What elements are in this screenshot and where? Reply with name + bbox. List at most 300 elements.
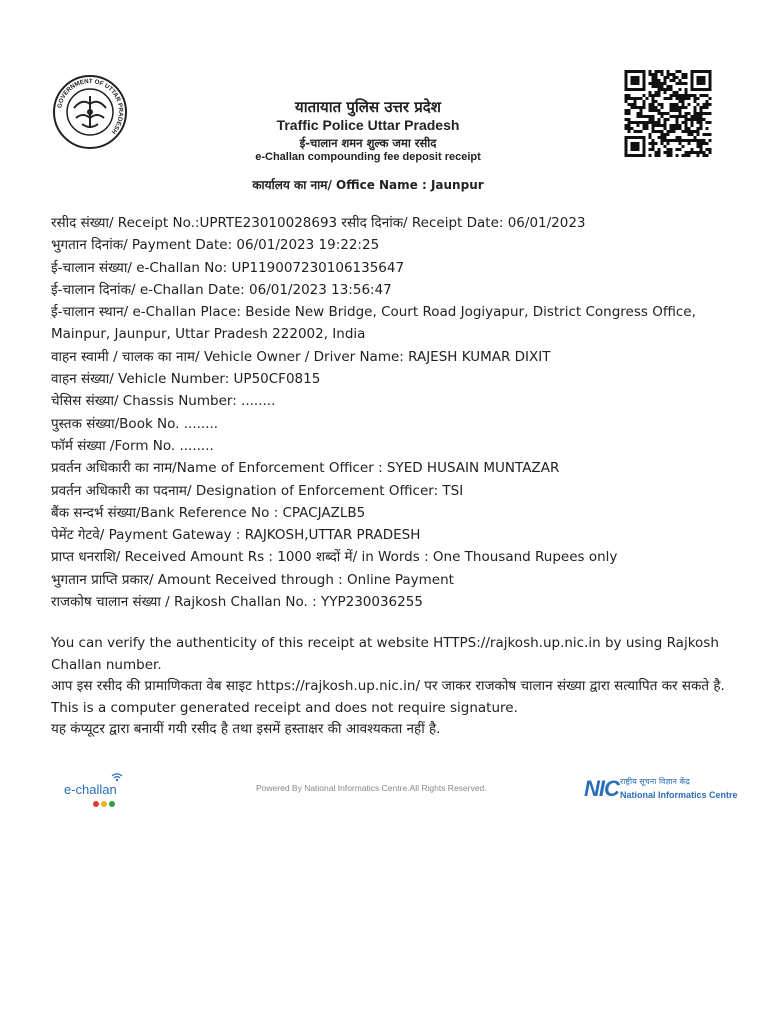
- qr-module: [655, 79, 658, 82]
- qr-module: [679, 148, 682, 151]
- qr-module: [652, 124, 655, 127]
- qr-module: [664, 79, 667, 82]
- qr-module: [682, 97, 685, 100]
- qr-module: [688, 118, 691, 121]
- qr-module: [658, 151, 661, 154]
- qr-module: [640, 97, 643, 100]
- qr-module: [670, 106, 673, 109]
- qr-module: [652, 142, 655, 145]
- qr-module: [658, 109, 661, 112]
- qr-module: [682, 82, 685, 85]
- seal-ring-text: GOVERNMENT OF UTTAR PRADESH: [56, 77, 125, 135]
- qr-module: [628, 112, 631, 115]
- qr-module: [646, 97, 649, 100]
- qr-module: [709, 103, 712, 106]
- qr-module: [673, 76, 676, 79]
- qr-module: [661, 70, 664, 73]
- qr-module: [676, 136, 679, 139]
- qr-module: [655, 154, 658, 157]
- qr-module: [658, 136, 661, 139]
- qr-module: [679, 127, 682, 130]
- qr-module: [703, 139, 706, 142]
- qr-module: [655, 91, 658, 94]
- qr-module: [625, 112, 628, 115]
- qr-module: [679, 97, 682, 100]
- qr-module: [664, 124, 667, 127]
- challan-place: ई-चालान स्थान/ e-Challan Place: Beside New Bridge, Court Road Jogiyapur, District Congress Office, Mainpur, Jaunpur, Uttar Pradesh 222002, India: [51, 304, 696, 343]
- qr-module: [640, 109, 643, 112]
- qr-module: [697, 97, 700, 100]
- qr-module: [706, 100, 709, 103]
- qr-module: [664, 127, 667, 130]
- qr-module: [628, 97, 631, 100]
- qr-module: [643, 94, 646, 97]
- qr-module: [670, 148, 673, 151]
- qr-module: [658, 82, 661, 85]
- qr-module: [670, 94, 673, 97]
- qr-module: [697, 133, 700, 136]
- qr-module: [688, 139, 691, 142]
- qr-module: [661, 73, 664, 76]
- challan-date: ई-चालान दिनांक/ e-Challan Date: 06/01/2023 13:56:47: [51, 281, 392, 298]
- qr-module: [631, 103, 634, 106]
- qr-module: [682, 130, 685, 133]
- qr-module: [661, 124, 664, 127]
- qr-module: [670, 109, 673, 112]
- qr-module: [658, 70, 661, 73]
- qr-module: [625, 109, 628, 112]
- qr-module: [655, 124, 658, 127]
- qr-module: [700, 151, 703, 154]
- qr-module: [652, 94, 655, 97]
- qr-module: [667, 118, 670, 121]
- qr-module: [664, 139, 667, 142]
- qr-module: [709, 139, 712, 142]
- qr-module: [703, 154, 706, 157]
- qr-module: [655, 70, 658, 73]
- qr-module: [697, 151, 700, 154]
- nic-abbreviation: NIC: [584, 776, 619, 801]
- qr-module: [697, 142, 700, 145]
- qr-module: [658, 103, 661, 106]
- title-hindi: यातायात पुलिस उत्तर प्रदेश: [295, 98, 441, 116]
- qr-module: [703, 151, 706, 154]
- qr-module: [685, 121, 688, 124]
- qr-module: [640, 112, 643, 115]
- qr-module: [637, 121, 640, 124]
- qr-module: [670, 139, 673, 142]
- qr-module: [691, 121, 694, 124]
- qr-module: [694, 97, 697, 100]
- qr-module: [709, 121, 712, 124]
- qr-module: [655, 73, 658, 76]
- qr-module: [649, 118, 652, 121]
- qr-module: [658, 85, 661, 88]
- qr-module: [655, 85, 658, 88]
- qr-module: [658, 94, 661, 97]
- qr-module: [682, 145, 685, 148]
- qr-module: [655, 142, 658, 145]
- qr-module: [676, 139, 679, 142]
- qr-module: [703, 94, 706, 97]
- chassis-number: चेसिस संख्या/ Chassis Number: ........: [51, 393, 276, 410]
- qr-module: [676, 118, 679, 121]
- qr-module: [709, 151, 712, 154]
- qr-module: [694, 139, 697, 142]
- qr-module: [697, 139, 700, 142]
- qr-module: [643, 103, 646, 106]
- qr-module: [685, 139, 688, 142]
- qr-module: [655, 151, 658, 154]
- qr-module: [664, 118, 667, 121]
- qr-module: [682, 106, 685, 109]
- qr-module: [664, 136, 667, 139]
- qr-module: [682, 115, 685, 118]
- qr-module: [628, 94, 631, 97]
- qr-module: [646, 124, 649, 127]
- qr-module: [649, 94, 652, 97]
- qr-module: [652, 121, 655, 124]
- qr-module: [649, 91, 652, 94]
- qr-module: [664, 97, 667, 100]
- nic-logo: [584, 774, 738, 804]
- qr-module: [664, 151, 667, 154]
- qr-module: [685, 112, 688, 115]
- qr-module: [676, 148, 679, 151]
- qr-module: [649, 148, 652, 151]
- qr-module: [643, 124, 646, 127]
- qr-module: [706, 94, 709, 97]
- qr-module: [652, 118, 655, 121]
- qr-module: [634, 121, 637, 124]
- qr-module: [679, 88, 682, 91]
- qr-module: [700, 148, 703, 151]
- qr-module: [673, 103, 676, 106]
- qr-module: [661, 112, 664, 115]
- qr-module: [673, 91, 676, 94]
- payment-date: भुगतान दिनांक/ Payment Date: 06/01/2023 19:22:25: [51, 237, 380, 254]
- computer-generated-note-hindi: यह कंप्यूटर द्वारा बनायीं गयी रसीद है तथा इसमें हस्ताक्षर की आवश्यकता नहीं है.: [51, 721, 441, 737]
- qr-module: [688, 130, 691, 133]
- qr-module: [667, 76, 670, 79]
- qr-module: [670, 124, 673, 127]
- qr-module: [688, 103, 691, 106]
- qr-module: [691, 148, 694, 151]
- payment-gateway: पेमेंट गेटवे/ Payment Gateway : RAJKOSH,UTTAR PRADESH: [51, 527, 421, 544]
- qr-module: [703, 112, 706, 115]
- qr-module: [625, 118, 628, 121]
- qr-module: [631, 121, 634, 124]
- qr-module: [676, 82, 679, 85]
- qr-module: [649, 136, 652, 139]
- up-government-seal-icon: [52, 74, 128, 150]
- qr-module: [685, 118, 688, 121]
- qr-module: [667, 148, 670, 151]
- qr-module: [655, 82, 658, 85]
- qr-module: [703, 106, 706, 109]
- qr-module: [700, 109, 703, 112]
- qr-module: [685, 130, 688, 133]
- qr-module: [682, 154, 685, 157]
- qr-module: [649, 106, 652, 109]
- qr-module: [697, 127, 700, 130]
- qr-module: [664, 91, 667, 94]
- qr-module: [685, 151, 688, 154]
- qr-module: [700, 127, 703, 130]
- qr-module: [676, 115, 679, 118]
- qr-module: [691, 133, 694, 136]
- receipt-details: [51, 212, 731, 613]
- qr-module: [652, 145, 655, 148]
- qr-module: [709, 148, 712, 151]
- qr-module: [637, 97, 640, 100]
- qr-module: [661, 115, 664, 118]
- qr-module: [685, 91, 688, 94]
- qr-module: [661, 85, 664, 88]
- qr-module: [691, 94, 694, 97]
- echallan-logo-text: e-challan: [64, 782, 117, 797]
- qr-module: [694, 130, 697, 133]
- qr-module: [649, 154, 652, 157]
- qr-module: [709, 97, 712, 100]
- qr-module: [700, 142, 703, 145]
- qr-module: [652, 109, 655, 112]
- qr-module: [667, 97, 670, 100]
- qr-module: [676, 94, 679, 97]
- qr-module: [664, 145, 667, 148]
- qr-module: [655, 109, 658, 112]
- qr-module: [673, 127, 676, 130]
- qr-module: [700, 145, 703, 148]
- qr-module: [688, 154, 691, 157]
- qr-module: [685, 97, 688, 100]
- qr-module: [691, 139, 694, 142]
- qr-module: [697, 103, 700, 106]
- qr-module: [646, 127, 649, 130]
- qr-module: [670, 79, 673, 82]
- qr-module: [658, 154, 661, 157]
- qr-module: [652, 115, 655, 118]
- qr-module: [706, 127, 709, 130]
- qr-module: [679, 79, 682, 82]
- qr-module: [670, 151, 673, 154]
- qr-module: [697, 118, 700, 121]
- qr-module: [649, 82, 652, 85]
- qr-module: [700, 118, 703, 121]
- qr-module: [649, 142, 652, 145]
- qr-module: [628, 103, 631, 106]
- qr-module: [655, 76, 658, 79]
- qr-module: [679, 70, 682, 73]
- qr-module: [697, 154, 700, 157]
- qr-module: [655, 121, 658, 124]
- nic-name-hindi: राष्ट्रीय सूचना विज्ञान केंद्र: [620, 777, 690, 786]
- qr-module: [676, 109, 679, 112]
- qr-module: [670, 103, 673, 106]
- qr-module: [664, 88, 667, 91]
- qr-module: [685, 94, 688, 97]
- echallan-logo-icon: [62, 772, 132, 810]
- subtitle-english: e-Challan compounding fee deposit receipt: [255, 151, 481, 163]
- qr-module: [631, 106, 634, 109]
- challan-number: ई-चालान संख्या/ e-Challan No: UP119007230106135647: [51, 259, 405, 276]
- qr-module: [658, 130, 661, 133]
- qr-module: [625, 100, 628, 103]
- qr-module: [637, 124, 640, 127]
- qr-module: [661, 133, 664, 136]
- qr-module: [649, 103, 652, 106]
- qr-finder: [697, 76, 706, 85]
- qr-module: [679, 124, 682, 127]
- qr-module: [670, 130, 673, 133]
- qr-module: [679, 82, 682, 85]
- qr-module: [691, 130, 694, 133]
- qr-module: [679, 136, 682, 139]
- qr-module: [700, 124, 703, 127]
- qr-module: [691, 115, 694, 118]
- qr-module: [664, 76, 667, 79]
- qr-module: [706, 154, 709, 157]
- qr-module: [652, 76, 655, 79]
- qr-module: [658, 88, 661, 91]
- qr-module: [658, 91, 661, 94]
- qr-module: [688, 127, 691, 130]
- qr-module: [694, 109, 697, 112]
- qr-module: [625, 97, 628, 100]
- qr-module: [700, 121, 703, 124]
- qr-module: [685, 127, 688, 130]
- qr-module: [667, 139, 670, 142]
- qr-module: [631, 97, 634, 100]
- qr-module: [661, 139, 664, 142]
- qr-module: [634, 100, 637, 103]
- qr-module: [700, 112, 703, 115]
- qr-module: [691, 151, 694, 154]
- powered-by-text: Powered By National Informatics Centre.All Rights Reserved.: [256, 783, 487, 793]
- qr-module: [646, 121, 649, 124]
- qr-module: [634, 103, 637, 106]
- qr-module: [694, 118, 697, 121]
- qr-module: [676, 70, 679, 73]
- qr-module: [670, 97, 673, 100]
- qr-module: [682, 100, 685, 103]
- qr-module: [667, 73, 670, 76]
- form-number: फॉर्म संख्या /Form No. ........: [51, 437, 214, 454]
- qr-module: [706, 106, 709, 109]
- qr-module: [628, 118, 631, 121]
- qr-module: [682, 73, 685, 76]
- qr-module: [670, 85, 673, 88]
- qr-module: [697, 145, 700, 148]
- qr-module: [625, 94, 628, 97]
- qr-module: [655, 130, 658, 133]
- qr-module: [634, 97, 637, 100]
- qr-module: [652, 106, 655, 109]
- qr-module: [649, 115, 652, 118]
- qr-module: [685, 106, 688, 109]
- officer-designation: प्रवर्तन अधिकारी का पदनाम/ Designation of Enforcement Officer: TSI: [51, 482, 464, 499]
- qr-module: [697, 115, 700, 118]
- qr-module: [709, 133, 712, 136]
- qr-module: [694, 94, 697, 97]
- qr-module: [676, 127, 679, 130]
- qr-module: [628, 124, 631, 127]
- qr-finder: [631, 76, 640, 85]
- qr-module: [655, 100, 658, 103]
- qr-module: [694, 100, 697, 103]
- qr-module: [652, 79, 655, 82]
- qr-module: [667, 112, 670, 115]
- qr-module: [640, 106, 643, 109]
- qr-module: [679, 106, 682, 109]
- qr-module: [652, 127, 655, 130]
- qr-module: [676, 124, 679, 127]
- qr-module: [694, 136, 697, 139]
- qr-module: [688, 151, 691, 154]
- qr-module: [667, 70, 670, 73]
- qr-module: [706, 112, 709, 115]
- qr-module: [700, 106, 703, 109]
- rajkosh-challan-number: राजकोष चालान संख्या / Rajkosh Challan No. : YYP230036255: [51, 594, 423, 611]
- qr-module: [637, 130, 640, 133]
- qr-module: [685, 88, 688, 91]
- qr-module: [640, 130, 643, 133]
- vehicle-number: वाहन संख्या/ Vehicle Number: UP50CF0815: [51, 371, 321, 388]
- qr-module: [691, 118, 694, 121]
- qr-module: [664, 82, 667, 85]
- qr-module: [676, 121, 679, 124]
- qr-module: [682, 76, 685, 79]
- qr-module: [694, 115, 697, 118]
- qr-module: [658, 118, 661, 121]
- office-name: कार्यालय का नाम/ Office Name : Jaunpur: [252, 178, 484, 192]
- qr-module: [652, 85, 655, 88]
- qr-module: [652, 82, 655, 85]
- qr-module: [703, 103, 706, 106]
- verify-hindi: आप इस रसीद की प्रामाणिकता वेब साइट https://rajkosh.up.nic.in/ पर जाकर राजकोष चालान संख्या द्वारा सत्यापित कर सकते है.: [51, 678, 725, 694]
- qr-module: [682, 94, 685, 97]
- qr-module: [664, 121, 667, 124]
- book-number: पुस्तक संख्या/Book No. ........: [51, 415, 219, 432]
- qr-module: [625, 127, 628, 130]
- nic-name-english: National Informatics Centre: [620, 790, 738, 800]
- qr-module: [700, 94, 703, 97]
- qr-module: [661, 103, 664, 106]
- qr-module: [628, 127, 631, 130]
- qr-module: [643, 106, 646, 109]
- qr-module: [652, 130, 655, 133]
- qr-module: [670, 88, 673, 91]
- qr-module: [688, 97, 691, 100]
- qr-module: [631, 127, 634, 130]
- qr-module: [673, 130, 676, 133]
- qr-module: [673, 106, 676, 109]
- qr-module: [679, 139, 682, 142]
- qr-module: [640, 115, 643, 118]
- qr-module: [643, 121, 646, 124]
- qr-module: [688, 142, 691, 145]
- qr-module: [637, 112, 640, 115]
- qr-module: [697, 130, 700, 133]
- qr-module: [685, 154, 688, 157]
- title-english: Traffic Police Uttar Pradesh: [276, 117, 460, 133]
- qr-module: [628, 121, 631, 124]
- qr-module: [676, 76, 679, 79]
- verify-english: You can verify the authenticity of this receipt at website HTTPS://rajkosh.up.nic.in by using Rajkosh Challan number.: [51, 635, 719, 673]
- qr-module: [673, 109, 676, 112]
- qr-module: [694, 151, 697, 154]
- qr-module: [649, 109, 652, 112]
